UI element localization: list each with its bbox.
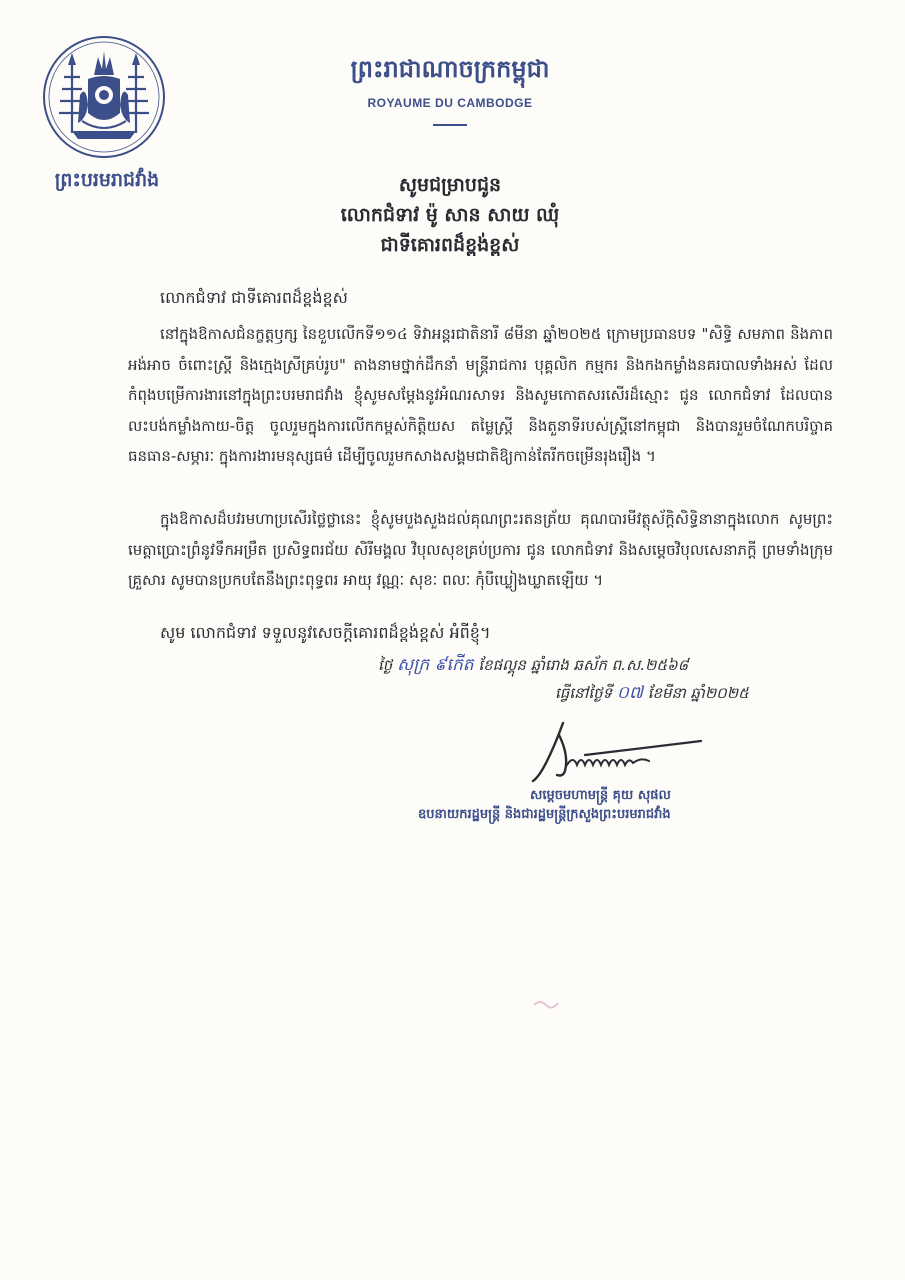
- kingdom-title-khmer: ព្រះរាជាណាចក្រកម្ពុជា: [350, 55, 550, 83]
- signer-title: ឧបនាយករដ្ឋមន្ត្រី និងជារដ្ឋមន្ត្រីក្រសួងព្រះបរមរាជវាំង: [418, 807, 671, 822]
- solar-date-prefix: ធ្វើនៅថ្ងៃទី: [555, 684, 613, 702]
- solar-date-handwritten: ០៧: [616, 683, 643, 703]
- body-paragraph-1-text: នៅក្នុងឱកាសជំនក្ខត្តឫក្ស នៃខួបលើកទី១១៤ ទិវាអន្តរជាតិនារី ៨មីនា ឆ្នាំ២០២៥ ក្រោមប្រធានបទ "សិទ្ធិ សមភាព និងភាពអង់អាច ចំពោះស្ត្រី និងក្មេងស្រីគ្រប់រូប" តាងនាមថ្នាក់ដឹកនាំ មន្ត្រីរាជការ បុគ្គលិក កម្មករ និងកងកម្លាំងនគរបាលទាំងអស់ ដែលកំពុងបម្រើការងារនៅក្នុងព្រះបរមរាជវាំង ខ្ញុំសូមសម្តែងនូវអំណរសាទរ និងសូមកោតសរសើរដ៏ស្មោះ ជូន លោកជំទាវ ដែលបានលះបង់កម្លាំងកាយ-ចិត្ត ចូលរួមក្នុងការលើកកម្ពស់កិត្តិយស តម្លៃស្ត្រី និងតួនាទីរបស់ស្ត្រីនៅកម្ពុជា និងបានរួមចំណែកបរិច្ចាគធនធាន-សម្ភារៈ ក្នុងការងារមនុស្សធម៌ ដើម្បីចូលរួមកសាងសង្គមជាតិឱ្យកាន់តែរីកចម្រើនរុងរឿង ។: [128, 325, 833, 465]
- solar-date-suffix: ខែមីនា ឆ្នាំ២០២៥: [647, 684, 749, 702]
- lunar-date-handwritten: សុក្រ ៩កើត: [397, 655, 474, 675]
- header-divider: [433, 124, 467, 126]
- royal-arms-emblem-icon: [42, 35, 166, 159]
- addressee-line-2: លោកជំទាវ ម៉ូ សាន សាយ ឈុំ: [340, 204, 560, 226]
- body-paragraph-2: [128, 504, 833, 596]
- lunar-date-suffix: ខែផល្គុន ឆ្នាំរោង ឆស័ក ព.ស.២៥៦៨: [478, 656, 689, 674]
- signer-name: សម្តេចមហាមន្ត្រី គុយ សុផល: [530, 788, 671, 803]
- addressee-line-3: ជាទីគោរពដ៏ខ្ពង់ខ្ពស់: [380, 234, 520, 256]
- closing-line: សូម លោកជំទាវ ទទួលនូវសេចក្តីគោរពដ៏ខ្ពង់ខ្ពស់ អំពីខ្ញុំ។: [160, 623, 491, 642]
- body-paragraph-2-text: ក្នុងឱកាសដ៏បវរមហាប្រសើរថ្លៃថ្លានេះ ខ្ញុំសូមបួងសួងដល់គុណព្រះរតនត្រ័យ គុណបារមីវត្ថុស័ក្តិសិទ្ធិនានាក្នុងលោក សូមព្រះមេត្តាប្រោះព្រំនូវទឹកអម្រឹត ប្រសិទ្ធពរជ័យ សិរីមង្គល វិបុលសុខគ្រប់ប្រការ ជូន លោកជំទាវ និងសម្តេចវិបុលសេនាភក្តី ព្រមទាំងក្រុមគ្រួសារ សូមបានប្រកបតែនឹងព្រះពុទ្ធពរ អាយុ វណ្ណៈ សុខៈ ពលៈ កុំបីឃ្លៀងឃ្លាតឡើយ ។: [128, 510, 833, 589]
- lunar-date: [378, 654, 688, 679]
- addressee-block: [250, 170, 650, 260]
- addressee-line-1: សូមជម្រាបជូន: [398, 174, 502, 196]
- kingdom-title-french: ROYAUME DU CAMBODGE: [367, 96, 533, 110]
- body-paragraph-1: [128, 319, 833, 472]
- signature-icon: [525, 715, 705, 785]
- solar-date: [555, 682, 749, 707]
- salutation: លោកជំទាវ ជាទីគោរពដ៏ខ្ពង់ខ្ពស់: [160, 288, 348, 307]
- lunar-date-prefix: ថ្ងៃ: [378, 656, 393, 674]
- ministry-name: ព្រះបរមរាជវាំង: [54, 169, 160, 191]
- faint-ink-mark-icon: [528, 995, 568, 1015]
